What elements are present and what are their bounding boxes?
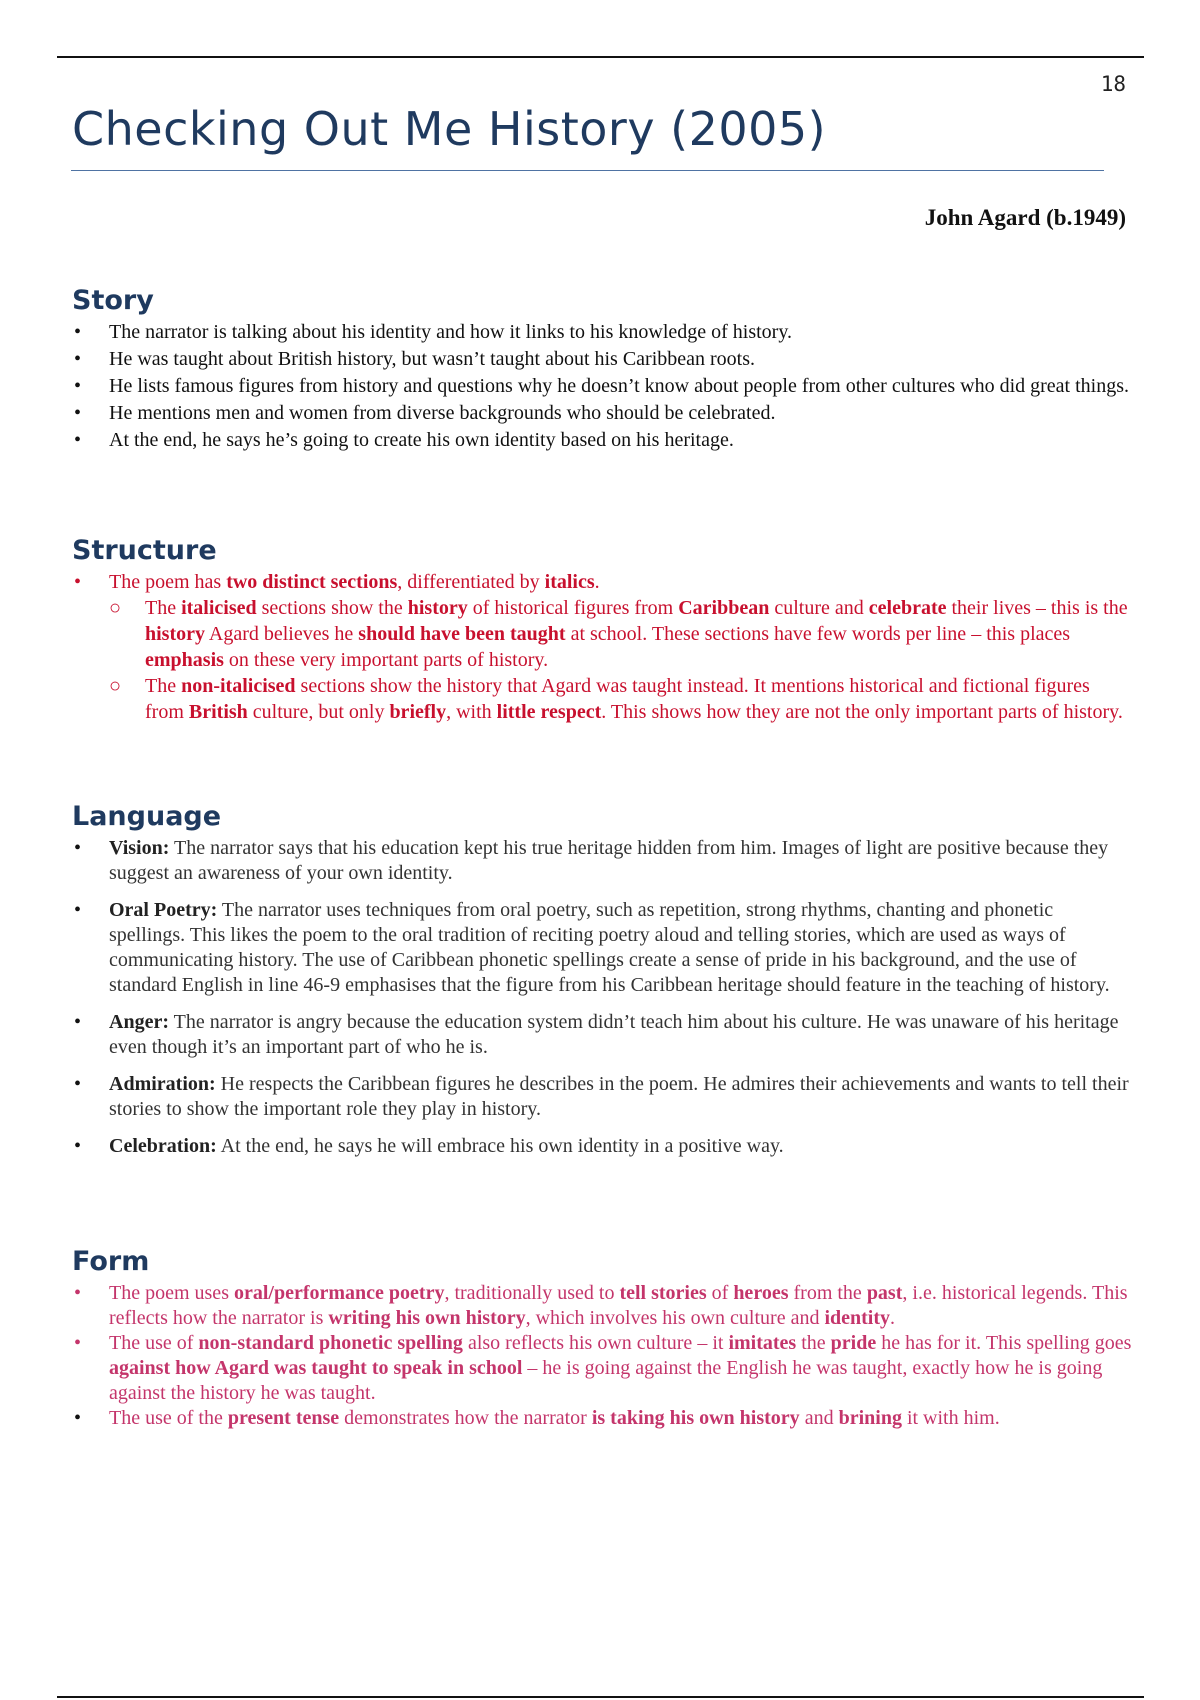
text-run: , which involves his own culture and [525, 1307, 825, 1329]
bold-text: briefly [389, 701, 447, 723]
text-run: – he is going against the English he was taught, exactly how he is going against the history he was taught. [109, 1357, 1103, 1404]
footer-rule [57, 1696, 1144, 1698]
bullet-icon: • [74, 402, 82, 424]
bold-text: non-italicised [181, 675, 296, 697]
story-item: • He was taught about British history, but wasn’t taught about his Caribbean roots. [74, 348, 756, 370]
language-heading: Language [72, 801, 222, 832]
text-run: culture and [769, 597, 869, 619]
bold-text: tell stories [619, 1282, 707, 1304]
circle-bullet-icon: ○ [109, 597, 122, 619]
bold-text: against how Agard was taught to speak in school [109, 1357, 523, 1379]
structure-subitem [35, 595, 1132, 673]
structure-sub-text [145, 675, 1123, 723]
bold-text: Caribbean [678, 597, 770, 619]
text-run: demonstrates how the narrator [339, 1407, 592, 1429]
text-run: , with [446, 701, 497, 723]
text-run: and [799, 1407, 839, 1429]
bullet-icon: • [74, 321, 82, 343]
bold-text: oral/performance poetry [233, 1282, 445, 1304]
bullet-icon: • [74, 1135, 82, 1157]
text-run: , traditionally used to [444, 1282, 620, 1304]
text-run: he has for it. This spelling goes [876, 1332, 1132, 1354]
text-run: The use of the [109, 1407, 228, 1429]
text-run: also reflects his own culture – it [462, 1332, 729, 1354]
bold-text: non-standard phonetic spelling [198, 1332, 463, 1354]
bold-text: emphasis [145, 649, 224, 671]
bold-text: writing his own history [328, 1307, 526, 1329]
bullet-icon: • [74, 837, 82, 859]
bold-text: little respect [496, 701, 602, 723]
bold-text: should have been taught [358, 623, 566, 645]
text-run: Agard believes he [205, 623, 359, 645]
bold-text: past [866, 1282, 903, 1304]
text-run: of [706, 1282, 734, 1304]
story-heading: Story [72, 285, 154, 316]
text-run: The [145, 597, 182, 619]
story-item: • He mentions men and women from diverse backgrounds who should be celebrated. [74, 402, 776, 424]
text-run: The use of [109, 1332, 199, 1354]
text-run: of historical figures from [467, 597, 679, 619]
bold-text: present tense [227, 1407, 340, 1429]
bullet-icon: • [74, 375, 82, 397]
bold-text: history [145, 623, 205, 645]
text-run: , i.e. historical legends. This reflects how the narrator is [109, 1282, 1128, 1329]
text-run: . [890, 1307, 896, 1329]
form-list [72, 1281, 1132, 1431]
text-run: from the [788, 1282, 867, 1304]
bold-text: is taking his own history [591, 1407, 800, 1429]
bullet-icon: • [74, 429, 82, 451]
language-section [72, 801, 1132, 1171]
language-item: • Oral Poetry: The narrator uses techniques from oral poetry, such as repetition, strong rhythms, chanting and phonetic spellings. This likes the poem to the oral tradition of reciting poetry aloud and telling stories, which are used as ways of communicating history. The use of Caribbean phonetic spellings create a sense of pride in his background, and the use of standard English in line 46-9 emphasises that the figure from his Caribbean heritage should feature in the teaching of history. [74, 899, 1110, 996]
form-item [72, 1281, 1132, 1331]
story-item: • At the end, he says he’s going to create his own identity based on his heritage. [74, 429, 734, 451]
bold-text: italicised [181, 597, 257, 619]
bullet-icon: • [74, 571, 82, 593]
text-run: The poem uses [109, 1282, 234, 1304]
page-title: Checking Out Me History (2005) [72, 102, 827, 156]
language-item: • Vision: The narrator says that his education kept his true heritage hidden from him. Images of light are positive because they suggest an awareness of your own identity. [74, 837, 1109, 884]
story-list [72, 320, 1132, 453]
bold-text: pride [830, 1332, 877, 1354]
text-run: The poem has [109, 571, 227, 593]
structure-subitem [35, 673, 1132, 725]
bullet-icon: • [74, 348, 82, 370]
header-rule [57, 56, 1144, 58]
story-section [72, 285, 1132, 453]
text-run: . [594, 571, 600, 593]
form-item [72, 1406, 1132, 1431]
text-run: their lives – this is the [946, 597, 1128, 619]
structure-section [72, 535, 1132, 725]
structure-sublist [72, 595, 1132, 725]
language-item: • Anger: The narrator is angry because the education system didn’t teach him about his culture. He was unaware of his heritage even though it’s an important part of who he is. [74, 1011, 1119, 1058]
text-run: sections show the [256, 597, 408, 619]
bold-text: two distinct sections [226, 571, 398, 593]
text-run: the [796, 1332, 831, 1354]
bullet-icon: • [74, 1011, 82, 1033]
text-run: at school. These sections have few words per line – this places [565, 623, 1071, 645]
story-item: • The narrator is talking about his identity and how it links to his knowledge of history. [74, 321, 793, 343]
text-run: sections show the history that Agard was taught instead. It mentions historical and fictional figures from [145, 675, 1090, 723]
circle-bullet-icon: ○ [109, 675, 122, 697]
bold-text: British [188, 701, 248, 723]
bullet-icon: • [74, 1407, 82, 1429]
title-underline [71, 170, 1104, 171]
form-heading: Form [72, 1246, 150, 1277]
language-item: • Celebration: At the end, he says he will embrace his own identity in a positive way. [74, 1135, 784, 1157]
form-item [72, 1331, 1132, 1406]
story-item: • He lists famous figures from history and questions why he doesn’t know about people from other cultures who did great things. [74, 375, 1130, 397]
text-run: The [145, 675, 182, 697]
structure-list [72, 570, 1132, 595]
bold-text: italics [544, 571, 595, 593]
structure-sub-text [145, 597, 1128, 671]
structure-main-text [109, 571, 600, 593]
bold-text: history [407, 597, 468, 619]
bullet-icon: • [74, 1332, 82, 1354]
language-item: • Admiration: He respects the Caribbean figures he describes in the poem. He admires their achievements and wants to tell their stories to show the important role they play in history. [74, 1073, 1129, 1120]
structure-heading: Structure [72, 535, 217, 566]
bullet-icon: • [74, 1282, 82, 1304]
bold-text: brining [838, 1407, 902, 1429]
text-run: on these very important parts of history. [223, 649, 549, 671]
text-run: , differentiated by [397, 571, 545, 593]
bullet-icon: • [74, 899, 82, 921]
author-name: John Agard (b.1949) [924, 205, 1126, 230]
language-list [72, 836, 1132, 1159]
text-run: culture, but only [247, 701, 390, 723]
form-section [72, 1246, 1132, 1431]
bold-text: imitates [728, 1332, 797, 1354]
text-run: . This shows how they are not the only important parts of history. [601, 701, 1123, 723]
text-run: it with him. [901, 1407, 1000, 1429]
structure-item [72, 570, 1132, 595]
bullet-icon: • [74, 1073, 82, 1095]
bold-text: heroes [733, 1282, 789, 1304]
bold-text: celebrate [868, 597, 947, 619]
page-number: 18 [1100, 72, 1126, 96]
bold-text: identity [824, 1307, 891, 1329]
